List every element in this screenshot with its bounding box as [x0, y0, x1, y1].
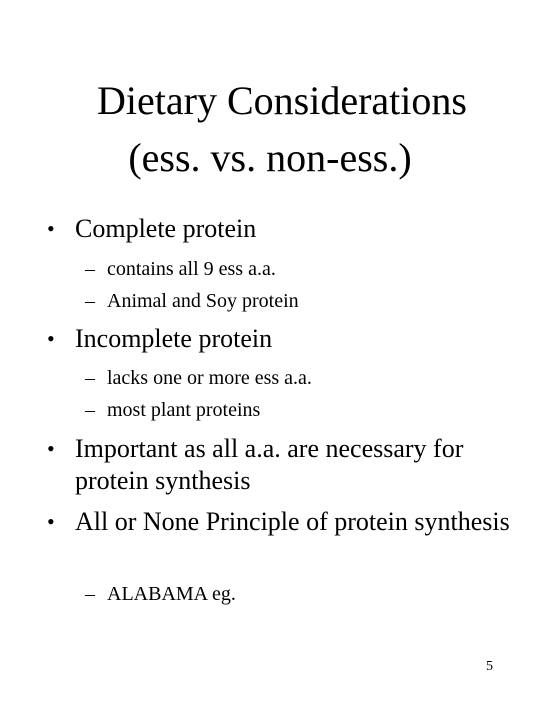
bullet-marker: • [47, 216, 55, 241]
bullet-incomplete-protein [47, 323, 517, 355]
sub-bullet-text: contains all 9 ess a.a. [107, 258, 276, 280]
dash-marker: – [85, 583, 95, 605]
sub-bullet-text: most plant proteins [107, 399, 261, 421]
sub-bullet-lacks-one [85, 365, 312, 391]
bullet-important-all-aa [47, 433, 517, 497]
dash-marker: – [85, 290, 95, 312]
sub-bullet-plant-proteins [85, 397, 260, 423]
bullet-all-or-none [47, 506, 517, 538]
sub-bullet-contains-all [85, 256, 276, 282]
bullet-marker: • [47, 436, 55, 461]
slide-title-line-1: Dietary Considerations [97, 78, 467, 123]
sub-bullet-alabama [85, 581, 236, 607]
bullet-marker: • [47, 509, 55, 534]
slide-title-line-2: (ess. vs. non-ess.) [128, 135, 412, 180]
bullet-marker: • [47, 326, 55, 351]
dash-marker: – [85, 258, 95, 280]
bullet-complete-protein [47, 213, 517, 245]
sub-bullet-text: ALABAMA eg. [107, 583, 236, 605]
bullet-text: All or None Principle of protein synthesis [75, 507, 510, 536]
bullet-text: Complete protein [75, 214, 257, 243]
dash-marker: – [85, 399, 95, 421]
sub-bullet-animal-soy [85, 288, 299, 314]
sub-bullet-text: Animal and Soy protein [107, 290, 299, 312]
page-number: 5 [486, 659, 493, 674]
bullet-text: Important as all a.a. are necessary for protein synthesis [75, 434, 464, 495]
dash-marker: – [85, 367, 95, 389]
sub-bullet-text: lacks one or more ess a.a. [107, 367, 312, 389]
bullet-text: Incomplete protein [75, 324, 273, 353]
